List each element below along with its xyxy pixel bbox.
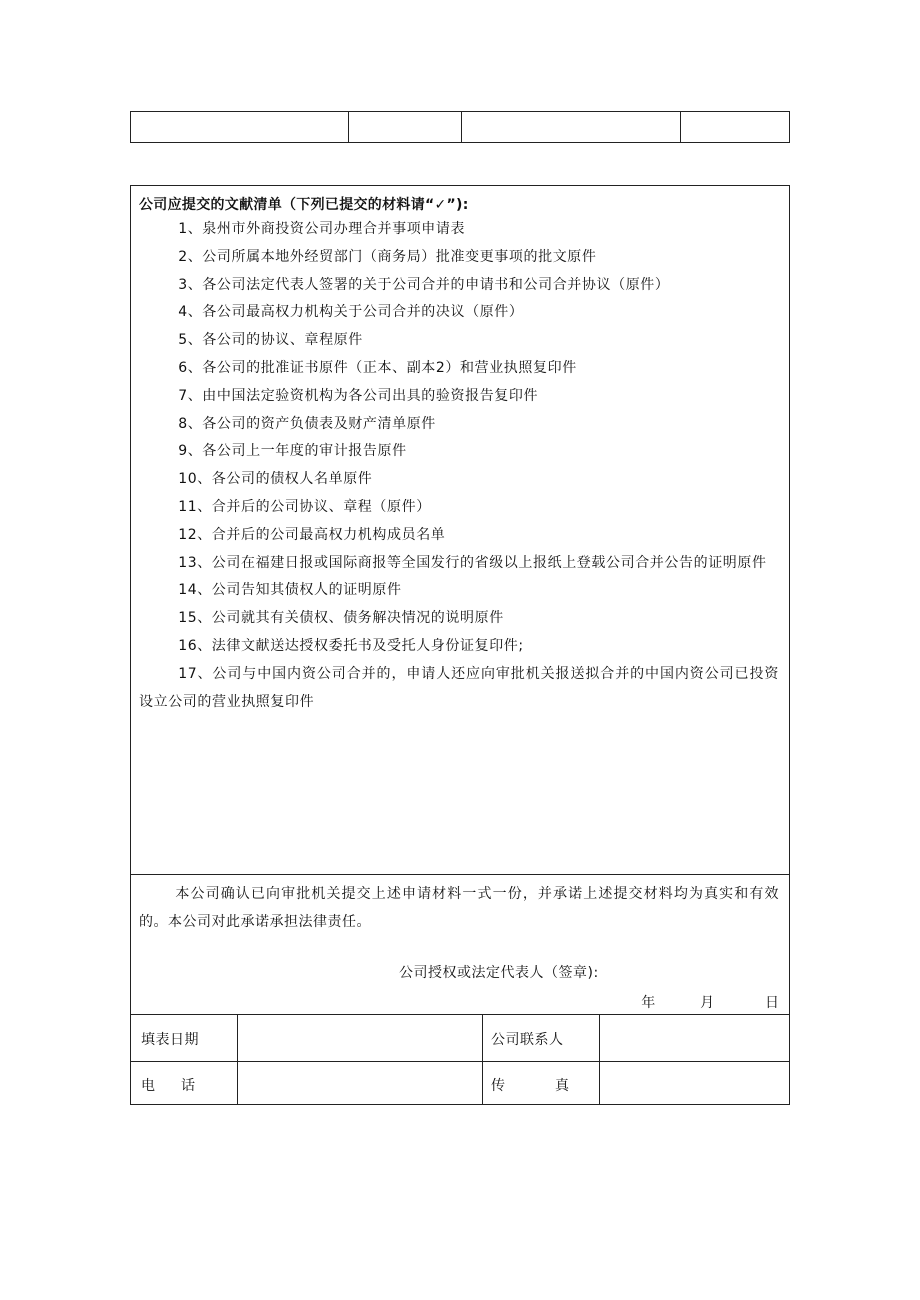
- signature-date: [641, 992, 779, 1012]
- section-divider: [131, 1014, 789, 1015]
- top-table-divider: [680, 112, 681, 142]
- top-table-divider: [348, 112, 349, 142]
- list-item: 2、公司所属本地外经贸部门（商务局）批准变更事项的批文原件: [178, 248, 597, 265]
- pledge-statement: 本公司确认已向审批机关提交上述申请材料一式一份，并承诺上述提交材料均为真实和有效的。本公司对此承诺承担法律责任。: [139, 886, 779, 930]
- list-item: 4、各公司最高权力机构关于公司合并的决议（原件）: [178, 304, 524, 321]
- phone-label: 电话: [141, 1078, 221, 1094]
- list-item: 3、各公司法定代表人签署的关于公司合并的申请书和公司合并协议（原件）: [178, 276, 670, 293]
- column-divider: [237, 1014, 238, 1104]
- section-divider: [131, 874, 789, 875]
- document-list-section: [139, 194, 779, 716]
- list-item: 9、各公司上一年度的审计报告原件: [178, 443, 407, 460]
- row-divider: [131, 1061, 789, 1062]
- column-divider: [482, 1014, 483, 1104]
- fax-label: 传真: [491, 1078, 619, 1094]
- list-item: 1、泉州市外商投资公司办理合并事项申请表: [178, 221, 466, 237]
- list-item: 15、公司就其有关债权、债务解决情况的说明原件: [178, 610, 504, 627]
- list-item: 16、法律文献送达授权委托书及受托人身份证复印件;: [178, 637, 524, 654]
- list-item: 8、各公司的资产负债表及财产清单原件: [178, 415, 436, 432]
- list-item: 5、各公司的协议、章程原件: [178, 332, 363, 349]
- list-item: 12、合并后的公司最高权力机构成员名单: [178, 526, 446, 543]
- list-item: 13、公司在福建日报或国际商报等全国发行的省级以上报纸上登载公司合并公告的证明原件: [178, 554, 767, 571]
- signature-label: 公司授权或法定代表人（签章):: [399, 965, 599, 981]
- contact-label: 公司联系人: [491, 1032, 564, 1048]
- list-item: 10、各公司的债权人名单原件: [178, 471, 373, 488]
- list-item: 14、公司告知其债权人的证明原件: [178, 582, 402, 599]
- list-item: 7、由中国法定验资机构为各公司出具的验资报告复印件: [178, 387, 539, 404]
- list-item: 17、公司与中国内资公司合并的，申请人还应向审批机关报送拟合并的中国内资公司已投资设立公司的营业执照复印件: [139, 665, 779, 710]
- top-table-divider: [461, 112, 462, 142]
- list-item: 6、各公司的批准证书原件（正本、副本2）和营业执照复印件: [178, 359, 577, 376]
- document-list-title: 公司应提交的文献清单（下列已提交的材料请“✓”):: [139, 197, 469, 213]
- date-day-label: 日: [765, 995, 779, 1011]
- fill-date-label: 填表日期: [141, 1032, 199, 1048]
- top-table: [130, 111, 790, 143]
- date-month-label: 月: [700, 995, 715, 1011]
- list-item: 11、合并后的公司协议、章程（原件）: [178, 498, 431, 515]
- date-year-label: 年: [641, 995, 656, 1011]
- document-checklist-table: [130, 185, 790, 1105]
